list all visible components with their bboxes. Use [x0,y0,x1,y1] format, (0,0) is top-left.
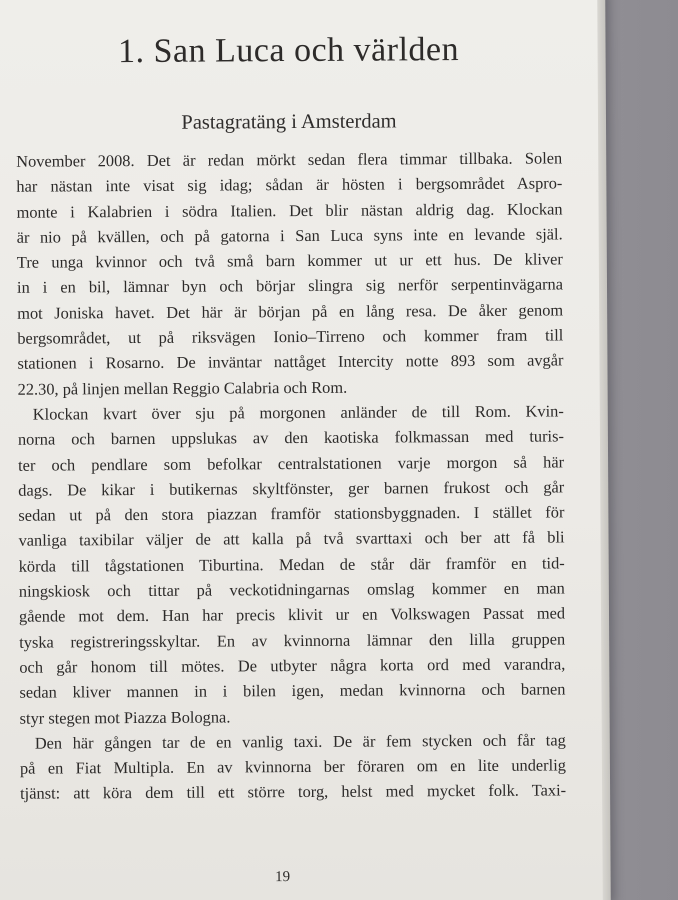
text-line: gående mot dem. Han har precis klivit ur en Volkswagen Passat med [18,603,566,627]
text-line: vanliga taxibilar väljer de att kalla på två svarttaxi och ber att få bli [18,527,565,551]
text-line: stationen i Rosarno. De inväntar nattåget Intercity notte 893 som avgår [17,350,564,374]
text-line: Den här gången tar de en vanlig taxi. De är fem stycken och får tag [34,730,566,753]
text-line: sedan ut på den stora piazzan framför stationsbyggnaden. I stället för [18,502,565,525]
text-line: tyska registreringsskyltar. En av kvinnorna lämnar den lilla gruppen [19,629,566,652]
section-title: Pastagratäng i Amsterdam [181,110,397,134]
page-edge [597,0,611,900]
text-line: är nio på kvällen, och på gatorna i San Luca syns inte en levande själ. [16,224,563,247]
text-line: November 2008. Det är redan mörkt sedan flera timmar tillbaka. Solen [16,148,563,171]
text-line: ningskiosk och tittar på veckotidningarnas omslag kommer en man [18,578,565,601]
text-line: tjänst: att köra dem till ett större torg, helst med mycket folk. Taxi- [20,780,567,804]
chapter-title: 1. San Luca och världen [117,31,460,71]
text-line: styr stegen mot Piazza Bologna. [19,706,231,728]
text-line: Tre unga kvinnor och två små barn kommer ut ur ett hus. De kliver [16,249,563,272]
text-line: bergsområdet, ut på riksvägen Ionio–Tirreno och kommer fram till [17,325,564,348]
text-line: sedan kliver mannen in i bilen igen, medan kvinnorna och barnen [19,679,566,702]
text-line: mot Joniska havet. Det här är början på en lång resa. De åker genom [17,300,564,323]
text-line: på en Fiat Multipla. En av kvinnorna ber föraren om en lite underlig [19,755,566,778]
text-line: norna och barnen uppslukas av den kaotiska folkmassan med turis- [17,426,564,449]
text-line: 22.30, på linjen mellan Reggio Calabria och Rom. [17,377,348,399]
text-line: har nästan inte visat sig idag; sådan är hösten i bergsområdet Aspro- [16,173,563,197]
text-line: körda till tågstationen Tiburtina. Medan de står där framför en tid- [18,553,565,576]
text-line: och går honom till mötes. De utbyter några korta ord med varandra, [19,654,566,677]
body-text [16,145,566,806]
text-line: ter och pendlare som befolkar centralstationen varje morgon så här [18,451,565,475]
text-line: in i en bil, lämnar byn och börjar slingra sig nerför serpentinvägarna [16,274,564,298]
page-number: 19 [275,869,291,886]
text-line: monte i Kalabrien i södra Italien. Det blir nästan aldrig dag. Klockan [16,198,563,222]
text-line: Klockan kvart över sju på morgonen anländer de till Rom. Kvin- [32,401,564,424]
text-line: dags. De kikar i butikernas skyltfönster, ger barnen frukost och går [18,477,565,500]
